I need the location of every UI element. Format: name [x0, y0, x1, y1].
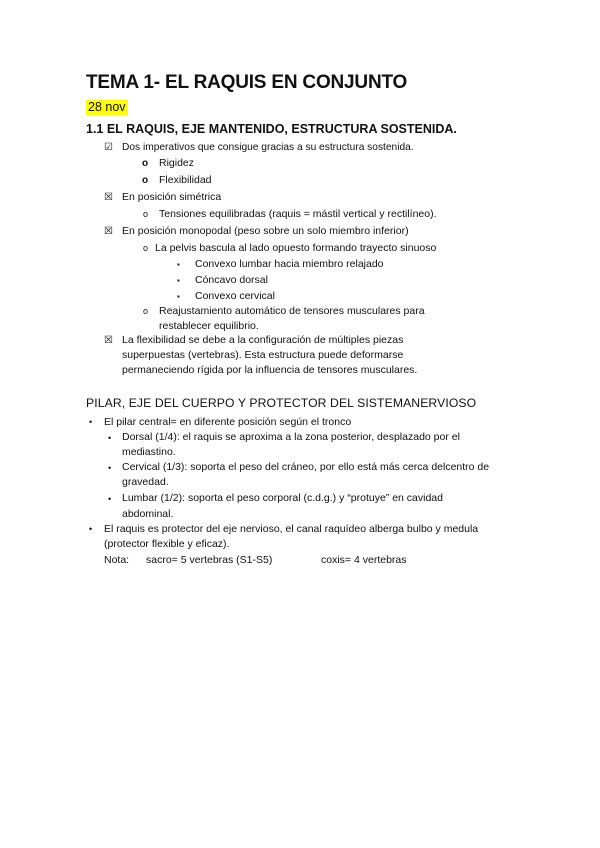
checkbox-icon: ☒: [104, 192, 113, 203]
checkbox-icon: ☒: [104, 226, 113, 237]
sub-item-continued: restablecer equilibrio.: [159, 320, 259, 332]
sub-sub-item: Convexo lumbar hacia miembro relajado: [195, 258, 384, 270]
nota-sacro: sacro= 5 vertebras (S1-S5): [146, 554, 273, 566]
sub-item-cervical: Cervical (1/3): soporta el peso del cráneo, por ello está más cerca delcentro de: [122, 461, 490, 473]
sub-item-dorsal: Dorsal (1/4): el raquis se aproxima a la zona posterior, desplazado por el: [122, 431, 460, 443]
square-bullet-icon: ▪: [177, 276, 180, 285]
section-heading-2: PILAR, EJE DEL CUERPO Y PROTECTOR DEL SISTEMANERVIOSO: [86, 396, 477, 410]
sub-bullet: o: [143, 306, 149, 316]
sub-item: Rigidez: [159, 157, 195, 169]
sub-item-continued: gravedad.: [122, 476, 169, 488]
square-bullet-icon: ▪: [177, 292, 180, 301]
sub-item: Reajustamiento automático de tensores musculares para: [159, 305, 425, 317]
checkbox-icon: ☑: [104, 142, 113, 153]
date-highlight: 28 nov: [88, 100, 126, 114]
sub-sub-item: Cóncavo dorsal: [195, 274, 268, 286]
list-item-continued: (protector flexible y eficaz).: [104, 538, 230, 550]
page-title: TEMA 1- EL RAQUIS EN CONJUNTO: [86, 72, 408, 93]
sub-item-lumbar: Lumbar (1/2): soporta el peso corporal (c.d.g.) y “protuye” en cavidad: [122, 492, 443, 504]
list-item: Dos imperativos que consigue gracias a su estructura sostenida.: [122, 142, 414, 153]
sub-bullet: o: [142, 175, 149, 186]
sub-item: Tensiones equilibradas (raquis = mástil vertical y rectilíneo).: [159, 208, 437, 220]
list-item-continued: superpuestas (vertebras). Esta estructura puede deformarse: [122, 349, 404, 361]
bullet-icon: •: [89, 417, 93, 427]
section-heading-1: 1.1 EL RAQUIS, EJE MANTENIDO, ESTRUCTURA SOSTENIDA.: [86, 122, 457, 136]
list-item: El pilar central= en diferente posición según el tronco: [104, 416, 352, 428]
list-item: En posición monopodal (peso sobre un solo miembro inferior): [122, 225, 409, 237]
nota-label: Nota:: [104, 554, 130, 566]
sub-item-continued: abdominal.: [122, 508, 174, 520]
sub-item-continued: mediastino.: [122, 446, 176, 458]
list-item: El raquis es protector del eje nervioso, el canal raquídeo alberga bulbo y medula: [104, 523, 479, 535]
sub-bullet: o: [143, 243, 149, 253]
sub-bullet: o: [143, 209, 149, 219]
bullet-icon: •: [108, 433, 112, 443]
sub-sub-item: Convexo cervical: [195, 290, 275, 302]
checkbox-icon: ☒: [104, 335, 113, 346]
bullet-icon: •: [108, 463, 112, 473]
list-item: La flexibilidad se debe a la configuración de múltiples piezas: [122, 334, 404, 346]
nota-coxis: coxis= 4 vertebras: [321, 554, 407, 566]
list-item: En posición simétrica: [122, 191, 222, 203]
sub-bullet: o: [142, 158, 149, 169]
square-bullet-icon: ▪: [177, 260, 180, 269]
bullet-icon: •: [89, 524, 93, 534]
list-item-continued: permaneciendo rígida por la influencia de tensores musculares.: [122, 364, 418, 376]
bullet-icon: •: [108, 494, 112, 504]
sub-item: Flexibilidad: [159, 174, 212, 186]
sub-item: La pelvis bascula al lado opuesto formando trayecto sinuoso: [155, 242, 437, 254]
